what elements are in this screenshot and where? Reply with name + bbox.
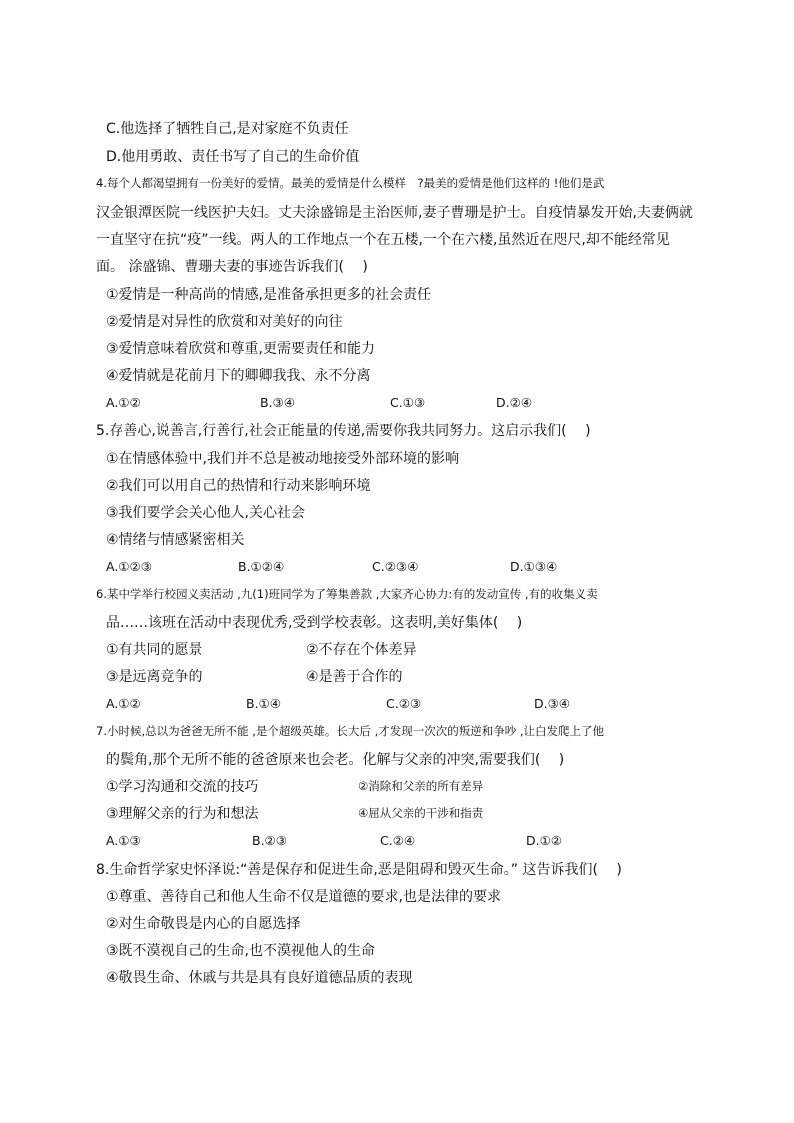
q4-item-4: ④爱情就是花前月下的卿卿我我、永不分离	[106, 368, 371, 384]
q4-option-b: B.③④	[260, 395, 295, 410]
q6-item-3: ③是远离竞争的	[106, 669, 203, 685]
q6-option-a: A.①②	[106, 696, 141, 711]
q5-option-b: B.①②④	[238, 559, 285, 574]
q6-stem-line-1: 6.某中学举行校园义卖活动 ,九(1)班同学为了筹集善款 ,大家齐心协力:有的发动宣传 ,有的收集义卖	[96, 587, 598, 601]
q6-options	[0, 698, 794, 714]
q8-item-3: ③既不漠视自己的生命,也不漠视他人的生命	[106, 943, 375, 959]
q6-option-c: C.②③	[386, 696, 422, 711]
q6-option-b: B.①④	[246, 696, 281, 711]
q7-stem-line-1: 7.小时候,总以为爸爸无所不能 ,是个超级英雄。长大后 ,才发现一次次的叛逆和争吵 ,让白发爬上了他	[96, 724, 605, 738]
q4-stem-line-3: 一直坚守在抗“疫”一线。两人的工作地点一个在五楼,一个在六楼,虽然近在咫尺,却不能经常见	[96, 232, 670, 248]
q5-item-3: ③我们要学会关心他人,关心社会	[106, 505, 306, 521]
q6-stem-line-2: 品……该班在活动中表现优秀,受到学校表彰。这表明,美好集体( )	[106, 615, 523, 631]
q6-item-4: ④是善于合作的	[306, 669, 403, 685]
q6-item-2: ②不存在个体差异	[306, 642, 417, 658]
q4-stem-line-2: 汉金银潭医院一线医护夫妇。丈夫涂盛锦是主治医师,妻子曹珊是护士。自疫情暴发开始,夫妻俩就	[96, 205, 693, 221]
q7-option-b: B.②③	[252, 833, 287, 848]
q7-item-4: ④屈从父亲的干涉和指责	[358, 806, 484, 820]
q5-options	[0, 561, 794, 577]
q8-item-4: ④敬畏生命、休戚与共是具有良好道德品质的表现	[106, 970, 413, 986]
q3-option-c: C.他选择了牺牲自己,是对家庭不负责任	[106, 121, 349, 137]
q7-item-2: ②消除和父亲的所有差异	[358, 779, 484, 793]
q8-stem: 8.生命哲学家史怀泽说:“善是保存和促进生命,恶是阻碍和毁灭生命。” 这告诉我们( )	[96, 862, 622, 878]
q6-item-1: ①有共同的愿景	[106, 642, 203, 658]
q4-item-3: ③爱情意味着欣赏和尊重,更需要责任和能力	[106, 341, 375, 357]
q4-item-2: ②爱情是对异性的欣赏和对美好的向往	[106, 314, 343, 330]
q5-item-2: ②我们可以用自己的热情和行动来影响环境	[106, 478, 371, 494]
q7-item-1: ①学习沟通和交流的技巧	[106, 779, 259, 795]
q5-option-a: A.①②③	[106, 559, 152, 574]
q4-option-d: D.②④	[496, 395, 533, 410]
q7-item-3: ③理解父亲的行为和想法	[106, 806, 259, 822]
q8-item-2: ②对生命敬畏是内心的自愿选择	[106, 916, 301, 932]
q3-option-d: D.他用勇敢、责任书写了自己的生命价值	[106, 149, 360, 165]
q4-option-a: A.①②	[106, 395, 141, 410]
q5-option-c: C.②③④	[372, 559, 419, 574]
q6-option-d: D.③④	[534, 696, 571, 711]
q4-option-c: C.①③	[390, 395, 426, 410]
q4-stem-line-1: 4.每个人都渴望拥有一份美好的爱情。最美的爱情是什么模样 ?最美的爱情是他们这样的 !他们是武	[96, 176, 605, 190]
q5-option-d: D.①③④	[510, 559, 558, 574]
q7-option-a: A.①③	[106, 833, 141, 848]
q7-option-d: D.①②	[526, 833, 563, 848]
q4-item-1: ①爱情是一种高尚的情感,是准备承担更多的社会责任	[106, 287, 431, 303]
q8-item-1: ①尊重、善待自己和他人生命不仅是道德的要求,也是法律的要求	[106, 889, 501, 905]
q5-item-1: ①在情感体验中,我们并不总是被动地接受外部环境的影响	[106, 451, 459, 467]
q7-options	[0, 835, 794, 851]
q7-stem-line-2: 的鬓角,那个无所不能的爸爸原来也会老。化解与父亲的冲突,需要我们( )	[106, 752, 565, 768]
q5-stem: 5.存善心,说善言,行善行,社会正能量的传递,需要你我共同努力。这启示我们( )	[96, 423, 591, 439]
q4-stem-line-4: 面。 涂盛锦、曹珊夫妻的事迹告诉我们( )	[96, 259, 368, 275]
q4-options	[0, 397, 794, 413]
q7-option-c: C.②④	[380, 833, 416, 848]
q5-item-4: ④情绪与情感紧密相关	[106, 532, 245, 548]
